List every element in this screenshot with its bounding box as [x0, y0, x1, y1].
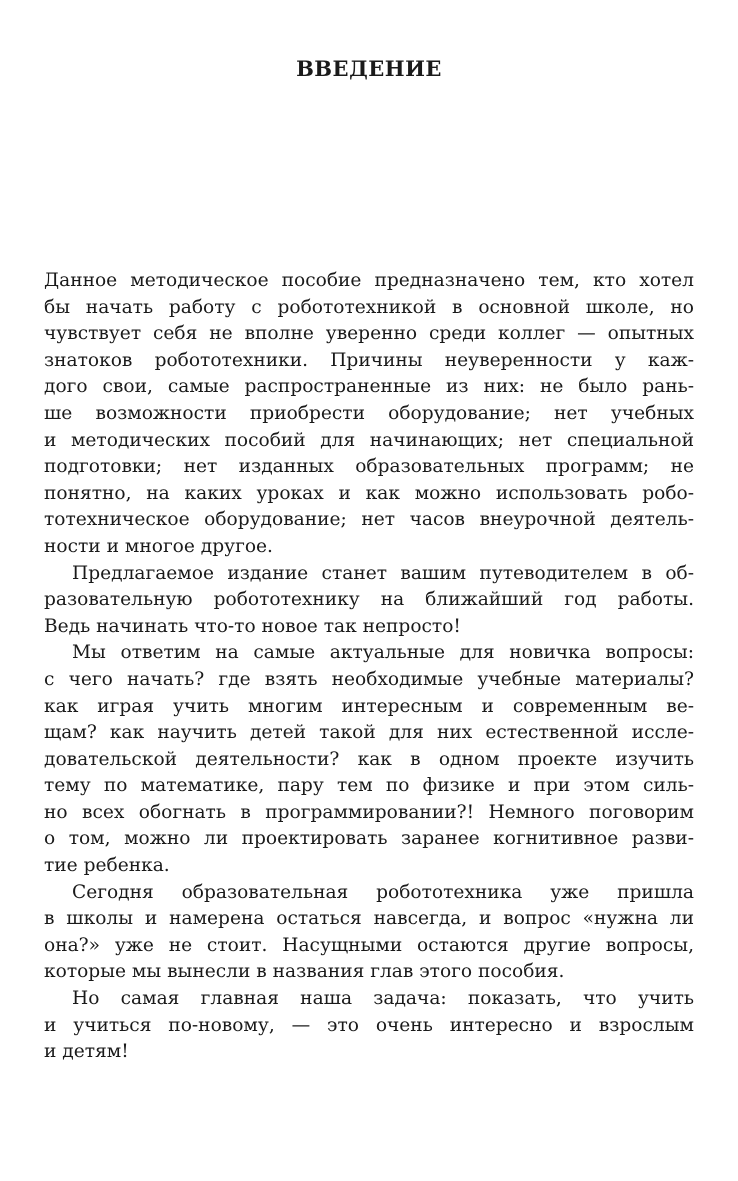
text-line: подготовки; нет изданных образовательных программ; не: [44, 456, 694, 478]
text-line: и учиться по-новому, — это очень интересно и взрослым: [44, 1014, 694, 1036]
text-line: довательской деятельности? как в одном проекте изучить: [44, 748, 694, 770]
text-line: с чего начать? где взять необходимые учебные материалы?: [44, 668, 694, 690]
text-line: о том, можно ли проектировать заранее когнитивное разви-: [44, 828, 694, 850]
paragraph-1: [44, 268, 694, 561]
paragraph-5: [44, 986, 694, 1066]
text-line: и детям!: [44, 1041, 129, 1063]
text-line: щам? как научить детей такой для них естественной иссле-: [44, 722, 694, 744]
text-line: Ведь начинать что-то новое так непросто!: [44, 615, 461, 637]
text-line: Данное методическое пособие предназначено тем, кто хотел: [44, 270, 694, 291]
paragraph-3: [44, 640, 694, 879]
text-line: бы начать работу с робототехникой в основной школе, но: [44, 296, 694, 318]
text-line: и методических пособий для начинающих; нет специальной: [44, 429, 694, 451]
text-line: тотехническое оборудование; нет часов внеурочной деятель-: [44, 509, 694, 531]
text-line: знатоков робототехники. Причины неуверенности у каж-: [44, 349, 694, 371]
paragraph-2: [44, 561, 694, 641]
paragraph-4: [44, 880, 694, 986]
body-text: [44, 268, 694, 1066]
text-line: в школы и намерена остаться навсегда, и вопрос «нужна ли: [44, 908, 694, 930]
text-line: Сегодня образовательная робототехника уже пришла: [72, 881, 694, 903]
text-line: как играя учить многим интересным и современным ве-: [44, 695, 694, 717]
text-line: тие ребенка.: [44, 855, 170, 877]
text-line: Но самая главная наша задача: показать, что учить: [72, 988, 694, 1010]
text-line: но всех обогнать в программировании?! Немного поговорим: [44, 801, 694, 823]
text-line: понятно, на каких уроках и как можно использовать робо-: [44, 482, 694, 504]
text-line: ше возможности приобрести оборудование; нет учебных: [44, 402, 694, 424]
text-line: Мы ответим на самые актуальные для новичка вопросы:: [72, 642, 694, 664]
text-line: дого свои, самые распространенные из них: не было рань-: [44, 376, 694, 398]
text-line: Предлагаемое издание станет вашим путеводителем в об-: [72, 562, 694, 584]
text-line: разовательную робототехнику на ближайший год работы.: [44, 589, 694, 611]
page-title: ВВЕДЕНИЕ: [296, 56, 442, 81]
text-line: тему по математике, пару тем по физике и при этом силь-: [44, 775, 694, 797]
text-line: она?» уже не стоит. Насущными остаются другие вопросы,: [44, 934, 694, 956]
text-line: чувствует себя не вполне уверенно среди коллег — опытных: [44, 323, 694, 345]
text-line: ности и многое другое.: [44, 535, 273, 557]
text-line: которые мы вынесли в названия глав этого пособия.: [44, 961, 565, 983]
